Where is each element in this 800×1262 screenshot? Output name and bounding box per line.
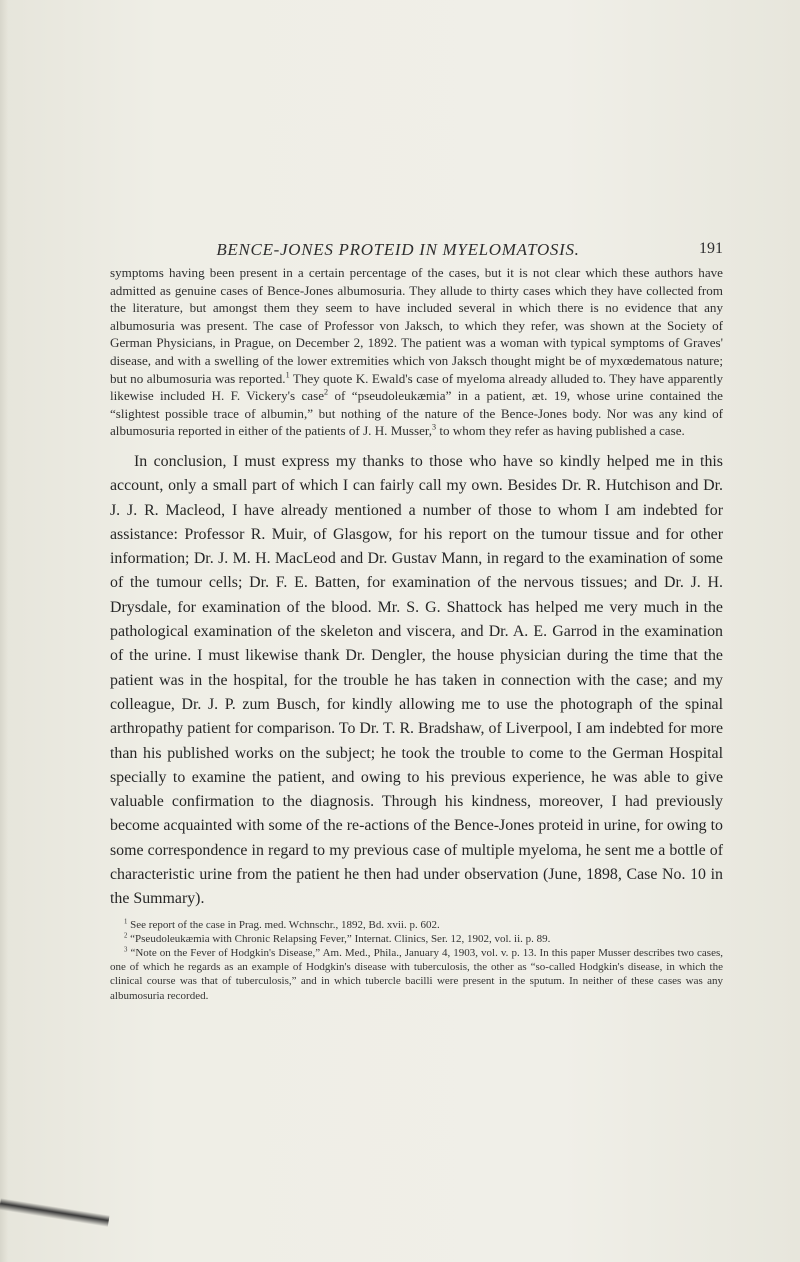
footnote-mark-2: 2: [124, 932, 128, 940]
paragraph-1-text-d: to whom they refer as having published a case.: [436, 423, 685, 439]
footnote-2-text: “Pseudoleukæmia with Chronic Relapsing Fever,” Internat. Clinics, Ser. 12, 1902, vol. ii. p. 89.: [130, 932, 551, 945]
footnote-1: [110, 918, 723, 932]
footnote-mark-1: 1: [124, 917, 128, 925]
paragraph-1-text-a: symptoms having been present in a certain percentage of the cases, but it is not clear which these authors have admitted as genuine cases of Bence-Jones albumosuria. They allude to thirty cases which they have collected from the literature, but amongst them they seem to have included several in which there is no evidence that any albumosuria was present. The case of Professor von Jaksch, to which they refer, was shown at the Society of German Physicians, in Prague, on December 2, 1892. The patient was a woman with typical symptoms of Graves' disease, and with a swelling of the lower extremities which von Jaksch thought might be of myxœdematous nature; but no albumosuria was reported.: [110, 265, 723, 386]
footnote-2: [110, 932, 723, 946]
scan-edge-shadow: [0, 1198, 110, 1227]
paragraph-conclusion: In conclusion, I must express my thanks to those who have so kindly helped me in this account, only a small part of which I can fairly call my own. Besides Dr. R. Hutchison and Dr. J. J. R. Macleod, I have already mentioned a number of those to whom I am indebted for assistance: Professor R. Muir, of Glasgow, for his report on the tumour tissue and for other information; Dr. J. M. H. MacLeod and Dr. Gustav Mann, in regard to the examination of some of the tumour cells; Dr. F. E. Batten, for examination of the nervous tissues; and Dr. J. H. Drysdale, for examination of the blood. Mr. S. G. Shattock has helped me very much in the pathological examination of the skeleton and viscera, and Dr. A. E. Garrod in the examination of the urine. I must likewise thank Dr. Dengler, the house physician during the time that the patient was in the hospital, for the trouble he has taken in connection with the case; and my colleague, Dr. J. P. zum Busch, for kindly allowing me to use the photograph of the spinal arthropathy patient for comparison. To Dr. T. R. Bradshaw, of Liverpool, I am indebted for more than his published works on the subject; he took the trouble to come to the German Hospital specially to examine the patient, and owing to his previous experience, he was able to give valuable confirmation to the diagnosis. Through his kindness, moreover, I had previously become acquainted with some of the re-actions of the Bence-Jones proteid in urine, for owing to some correspondence in regard to my previous case of multiple myeloma, he sent me a bottle of characteristic urine from the patient he then had under observation (June, 1898, Case No. 10 in the Summary).: [110, 452, 723, 908]
footnote-3-text: “Note on the Fever of Hodgkin's Disease,” Am. Med., Phila., January 4, 1903, vol. v. p. 13. In this paper Musser describes two cases, one of which he regards as an example of Hodgkin's disease with tuberculosis, the other as “so-called Hodgkin's disease, in which the clinical course was that of tuberculosis,” and in which tubercle bacilli were present in the sputum. In neither of these cases was any albumosuria recorded.: [110, 946, 724, 1002]
page-body: [110, 264, 723, 1003]
running-head: BENCE-JONES PROTEID IN MYELOMATOSIS.: [216, 240, 580, 259]
paragraph-continuation: [110, 264, 723, 440]
footnote-ref-2: 2: [324, 387, 329, 397]
footnote-3: [110, 946, 723, 1003]
footnote-ref-3: 3: [432, 422, 437, 432]
footnote-mark-3: 3: [124, 946, 128, 954]
paragraph-1-text-b: They quote K. Ewald's case of myeloma already alluded to. They have apparently likewise included H. F. Vickery's case: [110, 370, 724, 404]
footnote-ref-1: 1: [285, 370, 290, 380]
paragraph-1-text-c: of “pseudoleukæmia” in a patient, æt. 19, whose urine contained the “slightest possible trace of albumin,” but nothing of the nature of the Bence-Jones body. Nor was any kind of albumosuria reported in either of the patients of J. H. Musser,: [110, 388, 723, 439]
page-number: 191: [699, 240, 723, 257]
page-header: [88, 240, 723, 264]
footnote-1-text: See report of the case in Prag. med. Wchnschr., 1892, Bd. xvii. p. 602.: [130, 918, 440, 931]
page-fold-shadow: [0, 0, 8, 1262]
footnotes: [110, 918, 723, 1003]
